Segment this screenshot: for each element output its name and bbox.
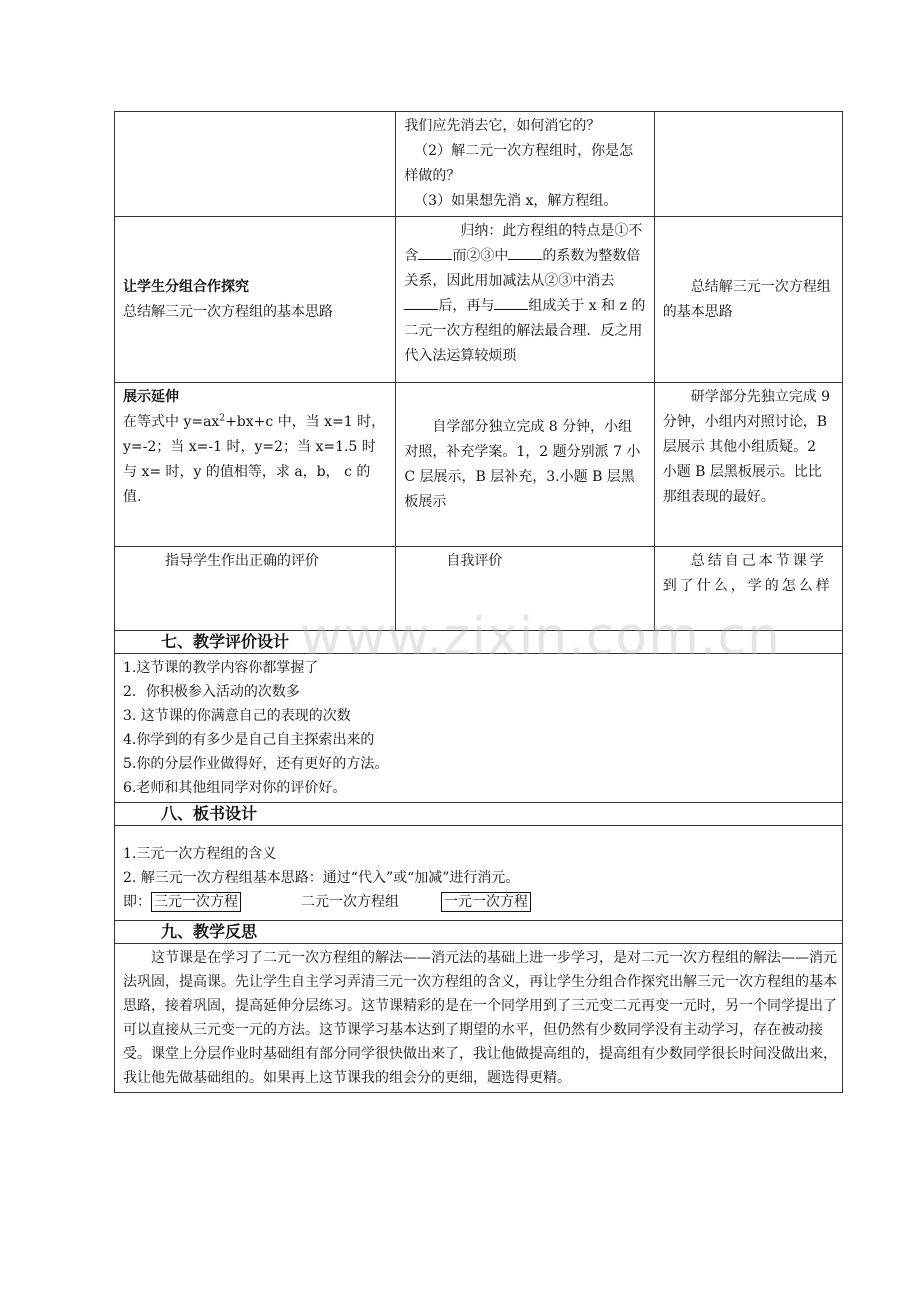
superscript: 2 (219, 413, 226, 424)
flow-middle: 二元一次方程组 (301, 894, 399, 910)
lesson-table (114, 111, 843, 631)
list-item: 1.这节课的教学内容你都掌握了 (123, 660, 319, 676)
table-row (115, 547, 843, 631)
table-cell (115, 217, 396, 383)
cell-title: 展示延伸 (123, 389, 179, 405)
list-item: 3. 这节课的你满意自己的表现的次数 (123, 708, 351, 724)
table-cell (654, 217, 842, 383)
section-heading: 八、板书设计 (115, 803, 842, 826)
cell-text: 总结解三元一次方程组的基本思路 (123, 303, 333, 320)
table-cell (654, 112, 842, 217)
table-cell (654, 547, 842, 631)
fill-blank (508, 245, 542, 260)
flow-box: 一元一次方程 (441, 892, 531, 912)
table-row (115, 217, 843, 383)
flow-box: 三元一次方程 (151, 892, 241, 912)
table-cell (396, 217, 654, 383)
summary-part: 归纳：此方程组的特点是①不含 (404, 223, 643, 264)
watermark: www.zixin.com.cn (300, 607, 781, 667)
table-cell (396, 383, 654, 547)
section-body (115, 944, 842, 1092)
table-cell (396, 112, 654, 217)
problem-part: 在等式中 y=ax (123, 414, 220, 430)
table-cell (115, 547, 396, 631)
section-board-design (114, 803, 843, 921)
summary-text (404, 219, 645, 369)
table-row (115, 112, 843, 217)
board-line: 2. 解三元一次方程组基本思路：通过“代入”或“加减”进行消元。 (123, 870, 520, 886)
cell-text: 自学部分独立完成 8 分钟，小组对照，补充学案。1，2 题分别派 7 小 C 层展示，B 层补充，3.小题 B 层黑板展示 (404, 418, 641, 510)
summary-part: 后，再与 (438, 298, 495, 314)
cell-line: （2）解二元一次方程组时，你是怎样做的？ (404, 143, 634, 184)
cell-text: 总结自己本节课学到了什么，学的怎么样 (662, 553, 833, 594)
list-item: 2．你积极参入活动的次数多 (123, 684, 300, 700)
problem-text (123, 410, 387, 510)
section-reflection (114, 921, 843, 1093)
section-evaluation (114, 631, 843, 803)
reflection-paragraph: 这节课是在学习了二元一次方程组的解法——消元法的基础上进一步学习，是对二元一次方程组的解法——消元法巩固，提高课。先让学生自主学习弄清三元一次方程组的含义，再让学生分组合作探究出解三元一次方程组的基本思路，接着巩固，提高延伸分层练习。这节课精彩的是在一个同学用到了三元变二元再变一元时，另一个同学提出了可以直接从三元变一元的方法。这节课学习基本达到了期望的水平，但仍然有少数同学没有主动学习，存在被动接受。课堂上分层作业时基础组有部分同学很快做出来了，我让他做提高组的，提高组有少数同学很长时间没做出来，我让他先做基础组的。如果再上这节课我的组会分的更细，题选得更精。 (123, 950, 837, 1086)
board-line: 1.三元一次方程组的含义 (123, 846, 277, 862)
list-item: 4.你学到的有多少是自己自主探索出来的 (123, 732, 375, 748)
table-cell (396, 547, 654, 631)
board-flow (123, 890, 838, 914)
section-body (115, 826, 842, 920)
fill-blank (404, 295, 438, 310)
summary-part: 而②③中 (452, 248, 509, 264)
summary-part: 组成关于 x 和 z 的二元一次方程组的解法最合理．反之用代入法运算较烦琐 (404, 298, 646, 364)
section-body (115, 654, 842, 802)
summary-part: 的系数为整数倍关系，因此用加减法从②③中消去 (404, 248, 641, 289)
fill-blank (418, 245, 452, 260)
problem-part: +bx+c 中，当 x=1 时，y=-2；当 x=-1 时，y=2；当 x=1.5 时与 x= 时，y 的值相等，求 a，b， c 的值. (123, 414, 386, 505)
table-cell (115, 383, 396, 547)
section-heading: 九、教学反思 (115, 921, 842, 944)
table-cell (654, 383, 842, 547)
flow-prefix: 即： (123, 894, 151, 910)
cell-text: 自我评价 (446, 553, 503, 569)
cell-line: 我们应先消去它，如何消它的？ (404, 118, 601, 134)
table-cell (115, 112, 396, 217)
cell-text: 研学部分先独立完成 9 分钟，小组内对照讨论，B 层展示 其他小组质疑。2 小题 B 层黑板展示。比比那组表现的最好。 (662, 389, 831, 505)
document-page (114, 111, 843, 1093)
section-heading: 七、教学评价设计 (115, 631, 842, 654)
cell-title: 让学生分组合作探究 (123, 278, 249, 295)
cell-line: （3）如果想先消 x，解方程组。 (414, 193, 618, 209)
table-row (115, 383, 843, 547)
cell-text: 指导学生作出正确的评价 (165, 553, 319, 569)
list-item: 5.你的分层作业做得好，还有更好的方法。 (123, 756, 389, 772)
fill-blank (494, 295, 528, 310)
list-item: 6.老师和其他组同学对你的评价好。 (123, 780, 347, 796)
cell-text: 总结解三元一次方程组的基本思路 (662, 278, 831, 320)
